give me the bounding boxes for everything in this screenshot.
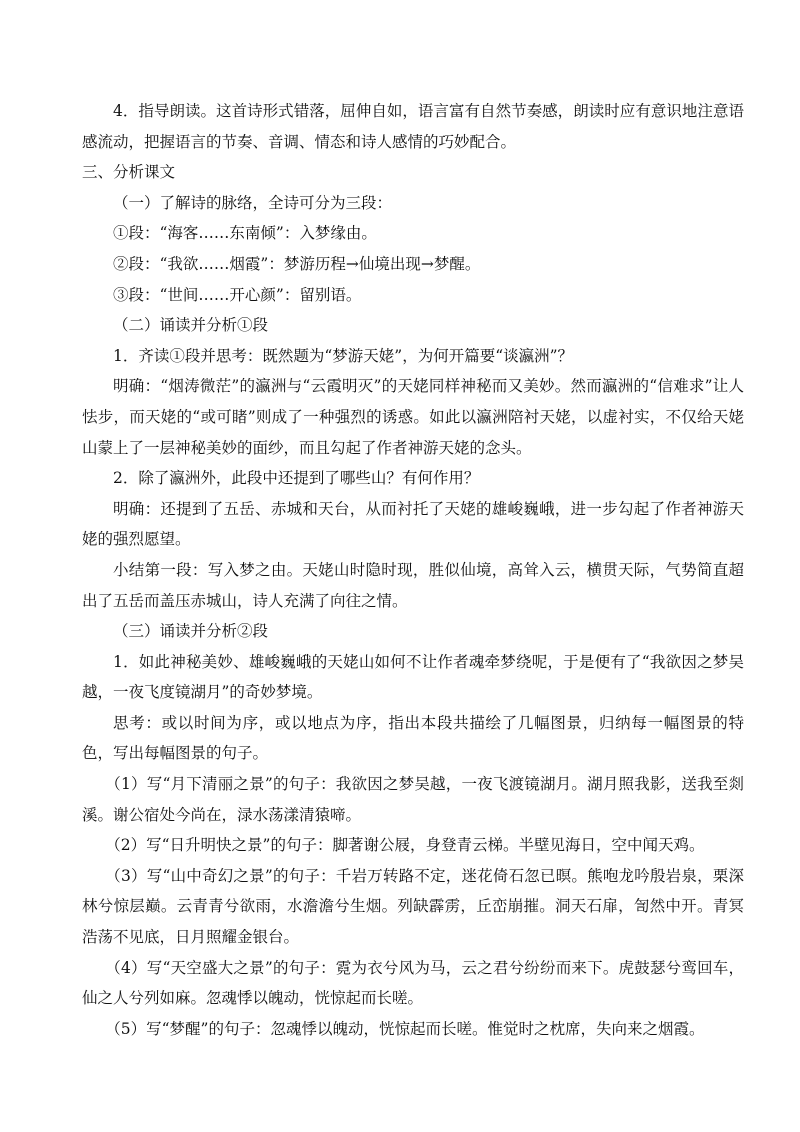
paragraph-scene-5: （5）写“梦醒”的句子：忽魂悸以魄动，恍惊起而长嗟。惟觉时之枕席，失向来之烟霞。 bbox=[105, 1019, 705, 1038]
paragraph-section-3: ③段：“世间……开心颜”：留别语。 bbox=[113, 285, 362, 304]
subheading-structure: （一）了解诗的脉络，全诗可分为三段： bbox=[113, 193, 393, 212]
paragraph-think: 思考：或以时间为序，或以地点为序，指出本段共描绘了几幅图景，归纳每一幅图景的特色，写出每幅图景的句子。 bbox=[82, 713, 744, 763]
paragraph-answer-1: 明确：“烟涛微茫”的瀛洲与“云霞明灭”的天姥同样神秘而又美妙。然而瀛洲的“信难求”让人怯步，而天姥的“或可睹”则成了一种强烈的诱惑。如此以瀛洲陪衬天姥，以虚衬实，不仅给天姥山蒙上了一层神秘美妙的面纱，而且勾起了作者神游天姥的念头。 bbox=[82, 377, 744, 457]
subheading-analysis-1: （二）诵读并分析①段 bbox=[113, 316, 269, 335]
paragraph-section-1: ①段：“海客……东南倾”：入梦缘由。 bbox=[113, 224, 377, 243]
paragraph-summary-1: 小结第一段：写入梦之由。天姥山时隐时现，胜似仙境，高耸入云，横贯天际，气势简直超出了五岳而盖压赤城山，诗人充满了向往之情。 bbox=[82, 560, 744, 610]
paragraph-reading-guidance: 4．指导朗读。这首诗形式错落，屈伸自如，语言富有自然节奏感，朗读时应有意识地注意语感流动，把握语言的节奏、音调、情态和诗人感情的巧妙配合。 bbox=[82, 102, 744, 151]
section-heading-analysis: 三、分析课文 bbox=[82, 163, 176, 182]
paragraph-scene-1: （1）写“月下清丽之景”的句子：我欲因之梦吴越，一夜飞渡镜湖月。湖月照我影，送我至剡溪。谢公宿处今尚在，渌水荡漾清猿啼。 bbox=[82, 775, 744, 824]
paragraph-scene-4: （4）写“天空盛大之景”的句子：霓为衣兮风为马，云之君兮纷纷而来下。虎鼓瑟兮鸾回车，仙之人兮列如麻。忽魂悸以魄动，恍惊起而长嗟。 bbox=[82, 958, 744, 1008]
paragraph-dream-intro: 1．如此神秘美妙、雄峻巍峨的天姥山如何不让作者魂牵梦绕呢，于是便有了“我欲因之梦吴越，一夜飞度镜湖月”的奇妙梦境。 bbox=[82, 652, 744, 702]
paragraph-question-2: 2．除了瀛洲外，此段中还提到了哪些山？有何作用？ bbox=[113, 469, 480, 488]
paragraph-section-2: ②段：“我欲……烟霞”：梦游历程→仙境出现→梦醒。 bbox=[113, 254, 481, 273]
paragraph-question-1: 1．齐读①段并思考：既然题为“梦游天姥”，为何开篇要“谈瀛洲”？ bbox=[113, 346, 574, 365]
subheading-analysis-2: （三）诵读并分析②段 bbox=[113, 622, 269, 641]
paragraph-answer-2: 明确：还提到了五岳、赤城和天台，从而衬托了天姥的雄峻巍峨，进一步勾起了作者神游天姥的强烈愿望。 bbox=[82, 499, 744, 549]
paragraph-scene-2: （2）写“日升明快之景”的句子：脚著谢公屐，身登青云梯。半壁见海日，空中闻天鸡。 bbox=[105, 836, 705, 855]
paragraph-scene-3: （3）写“山中奇幻之景”的句子：千岩万转路不定，迷花倚石忽已暝。熊咆龙吟殷岩泉，栗深林兮惊层巅。云青青兮欲雨，水澹澹兮生烟。列缺霹雳，丘峦崩摧。洞天石扉，訇然中开。青冥浩荡不见底，日月照耀金银台。 bbox=[82, 866, 744, 947]
